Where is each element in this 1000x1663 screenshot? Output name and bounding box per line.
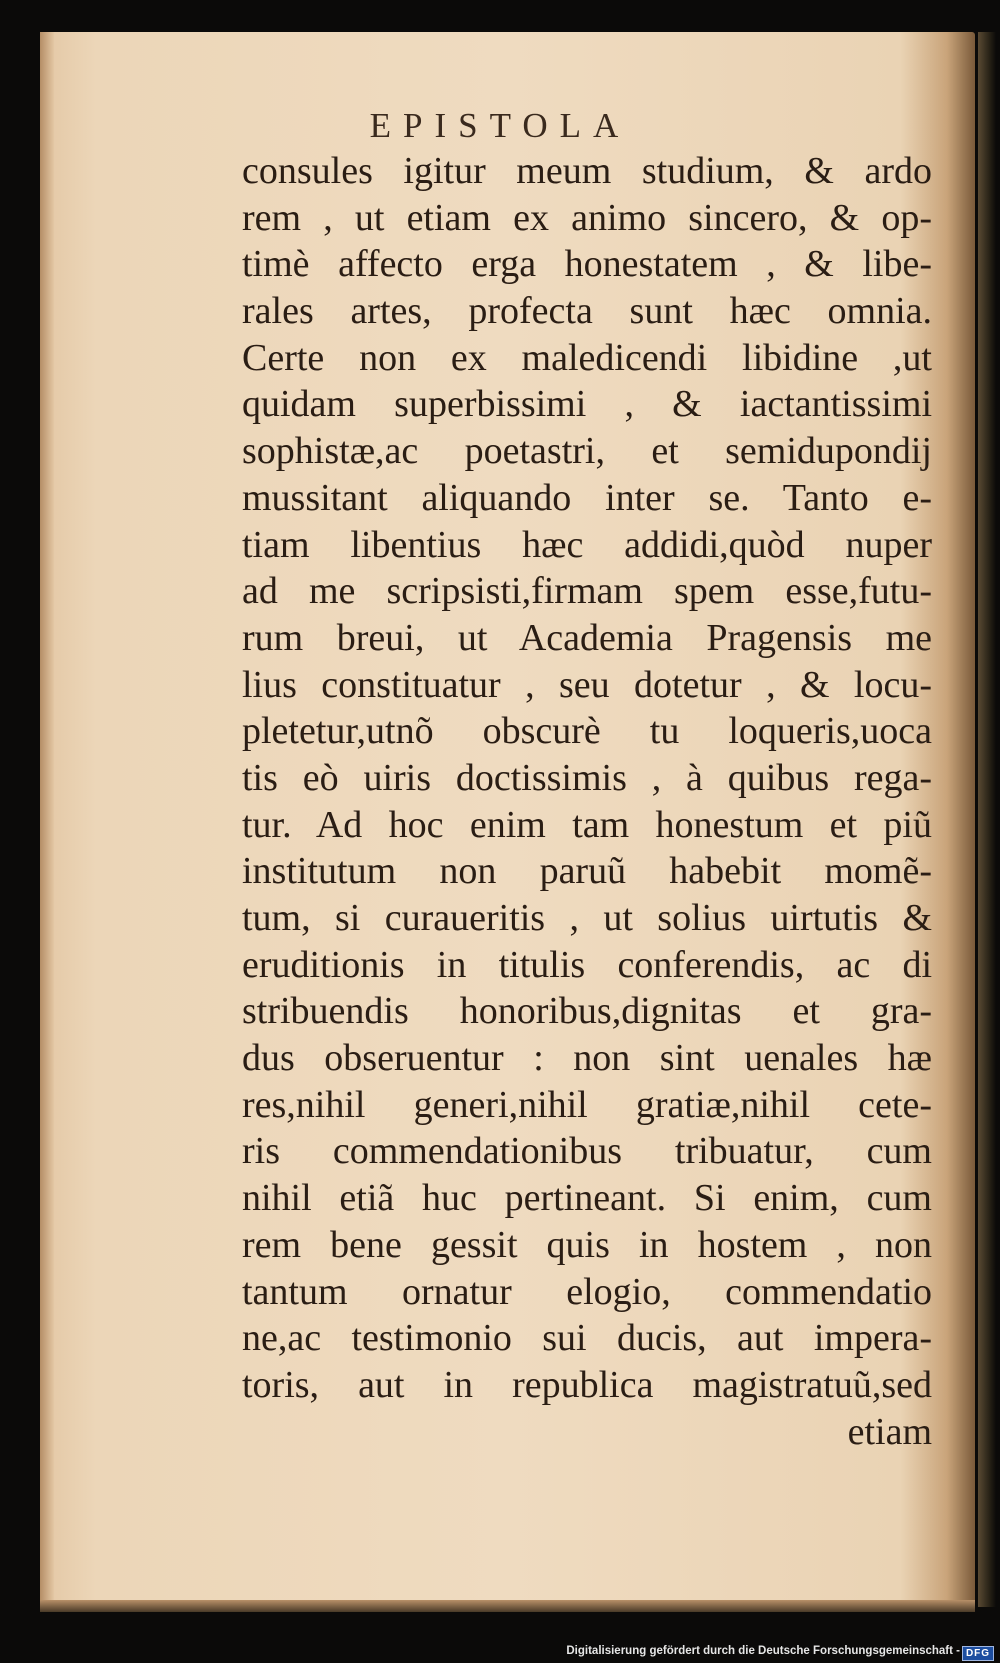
text-line: mussitant aliquando inter se. Tanto e- [242,476,932,519]
text-line: ris commendationibus tribuatur, cum [242,1130,932,1173]
text-line: tis eò uiris doctissimis , à quibus rega- [242,756,932,799]
text-line: tiam libentius hæc addidi,quòd nuper [242,523,932,566]
page-left-edge [40,32,54,1607]
text-line: res,nihil generi,nihil gratiæ,nihil cete- [242,1083,932,1126]
text-line: timè affecto erga honestatem , & libe- [242,243,932,286]
text-line: etiam [847,1410,932,1453]
page-bottom-edge [40,1600,975,1612]
text-line: lius constituatur , seu dotetur , & locu- [242,663,932,706]
text-line: consules igitur meum studium, & ardo [242,150,932,192]
text-line: rem , ut etiam ex animo sincero, & op- [242,196,932,239]
text-line: sophistæ,ac poetastri, et semidupondij [242,430,932,473]
text-line: rales artes, profecta sunt hæc omnia. [242,290,932,333]
dfg-logo: DFG [962,1646,994,1661]
text-line: nihil etiã huc pertineant. Si enim, cum [242,1177,932,1220]
text-line: stribuendis honoribus,dignitas et gra- [242,990,932,1033]
page-gutter-shadow [978,32,996,1607]
text-line: toris, aut in republica magistratuũ,sed [242,1363,932,1406]
text-line: eruditionis in titulis conferendis, ac di [242,943,932,986]
text-line: ne,ac testimonio sui ducis, aut impera- [242,1317,932,1360]
body-text [242,148,932,1455]
text-line: Certe non ex maledicendi libidine ,ut [242,336,932,379]
running-header: EPISTOLA [369,106,631,145]
text-line: dus obseruentur : non sint uenales hæ [242,1037,932,1080]
text-line: rem bene gessit quis in hostem , non [242,1223,932,1266]
text-line: tum, si curaueritis , ut solius uirtutis & [242,897,932,939]
text-line: tantum ornatur elogio, commendatio [242,1270,932,1313]
text-line: rum breui, ut Academia Pragensis me [242,616,932,659]
text-line: tur. Ad hoc enim tam honestum et piũ [242,803,932,846]
digitization-credit: Digitalisierung gefördert durch die Deutsche Forschungsgemeinschaft - [566,1645,960,1657]
text-line: ad me scripsisti,firmam spem esse,futu- [242,570,932,613]
text-line: pletetur,utnõ obscurè tu loqueris,uoca [242,710,932,753]
text-line: quidam superbissimi , & iactantissimi [242,383,932,426]
text-line: institutum non paruũ habebit momẽ- [242,850,932,893]
